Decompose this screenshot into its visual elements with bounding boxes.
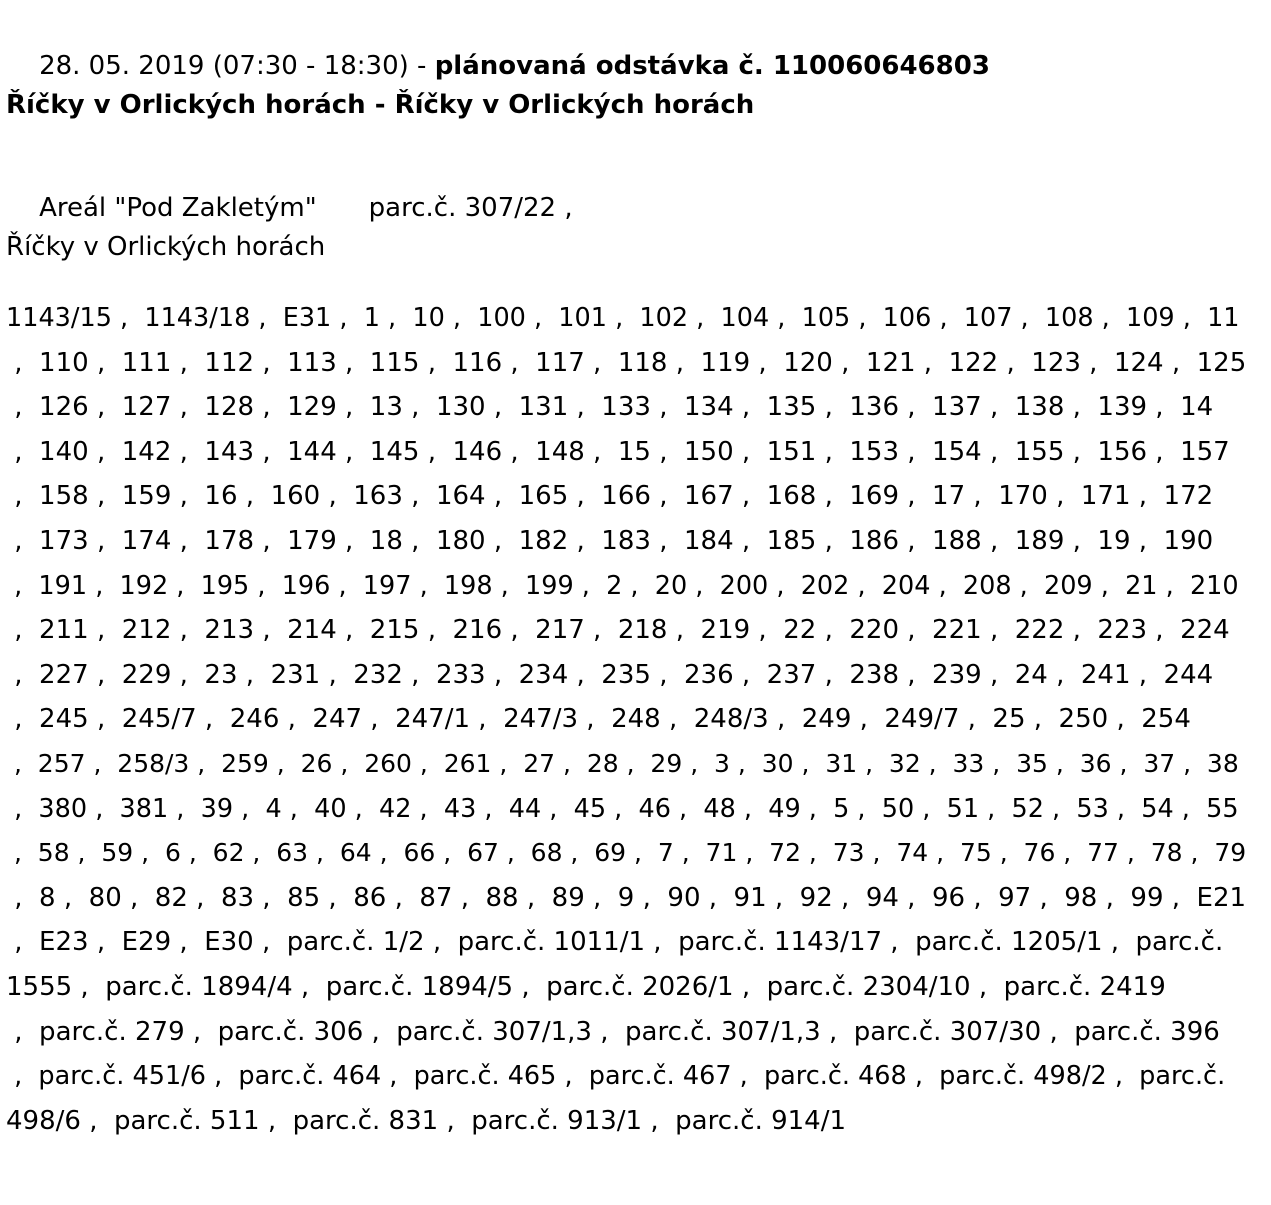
address-line: , 380 , 381 , 39 , 4 , 40 , 42 , 43 , 44 , 45 , 46 , 48 , 49 , 5 , 50 , 51 , 52 , 53 , 54 , 55	[6, 793, 1239, 824]
address-line: 1143/15 , 1143/18 , E31 , 1 , 10 , 100 , 101 , 102 , 104 , 105 , 106 , 107 , 108 , 109 , 11	[6, 303, 1240, 333]
address-line: , 227 , 229 , 23 , 231 , 232 , 233 , 234 , 235 , 236 , 237 , 238 , 239 , 24 , 241 , 244	[6, 659, 1214, 690]
address-line: , E23 , E29 , E30 , parc.č. 1/2 , parc.č. 1011/1 , parc.č. 1143/17 , parc.č. 1205/1 , parc.č.	[6, 927, 1224, 958]
address-line: , 158 , 159 , 16 , 160 , 163 , 164 , 165 , 166 , 167 , 168 , 169 , 17 , 170 , 171 , 172	[6, 481, 1214, 512]
address-line: , parc.č. 451/6 , parc.č. 464 , parc.č. 465 , parc.č. 467 , parc.č. 468 , parc.č. 498/2 , parc.č.	[6, 1061, 1226, 1092]
location-title: Říčky v Orlických horách - Říčky v Orlických horách	[6, 90, 755, 120]
address-line: , 110 , 111 , 112 , 113 , 115 , 116 , 117 , 118 , 119 , 120 , 121 , 122 , 123 , 124 , 125	[6, 347, 1247, 378]
address-line: 498/6 , parc.č. 511 , parc.č. 831 , parc.č. 913/1 , parc.č. 914/1	[6, 1105, 847, 1136]
address-line: , 191 , 192 , 195 , 196 , 197 , 198 , 199 , 2 , 20 , 200 , 202 , 204 , 208 , 209 , 21 , 210	[6, 570, 1239, 601]
address-line: , 58 , 59 , 6 , 62 , 63 , 64 , 66 , 67 , 68 , 69 , 7 , 71 , 72 , 73 , 74 , 75 , 76 , 77 , 78 , 79	[6, 838, 1247, 868]
address-line: , 140 , 142 , 143 , 144 , 145 , 146 , 148 , 15 , 150 , 151 , 153 , 154 , 155 , 156 , 157	[6, 436, 1230, 467]
address-line: , 8 , 80 , 82 , 83 , 85 , 86 , 87 , 88 , 89 , 9 , 90 , 91 , 92 , 94 , 96 , 97 , 98 , 99 , E21	[6, 882, 1247, 913]
outage-date-time: 28. 05. 2019 (07:30 - 18:30) -	[39, 51, 435, 81]
address-line: , parc.č. 279 , parc.č. 306 , parc.č. 307/1,3 , parc.č. 307/1,3 , parc.č. 307/30 , parc.č. 396	[6, 1016, 1220, 1047]
address-line: , 173 , 174 , 178 , 179 , 18 , 180 , 182 , 183 , 184 , 185 , 186 , 188 , 189 , 19 , 190	[6, 526, 1214, 556]
address-line: , 211 , 212 , 213 , 214 , 215 , 216 , 217 , 218 , 219 , 22 , 220 , 221 , 222 , 223 , 224	[6, 615, 1230, 646]
site-parcel: parc.č. 307/22 ,	[368, 193, 573, 223]
site-name: Areál "Pod Zakletým"	[39, 193, 317, 223]
address-line: , 257 , 258/3 , 259 , 26 , 260 , 261 , 27 , 28 , 29 , 3 , 30 , 31 , 32 , 33 , 35 , 36 , 37 , 38	[6, 749, 1239, 778]
outage-label: plánovaná odstávka č. 110060646803	[434, 51, 990, 81]
address-line: , 245 , 245/7 , 246 , 247 , 247/1 , 247/3 , 248 , 248/3 , 249 , 249/7 , 25 , 250 , 254	[6, 704, 1191, 735]
municipality: Říčky v Orlických horách	[6, 232, 326, 262]
address-line: , 126 , 127 , 128 , 129 , 13 , 130 , 131 , 133 , 134 , 135 , 136 , 137 , 138 , 139 , 14	[6, 392, 1214, 423]
address-line: 1555 , parc.č. 1894/4 , parc.č. 1894/5 , parc.č. 2026/1 , parc.č. 2304/10 , parc.č. 2419	[6, 972, 1166, 1002]
